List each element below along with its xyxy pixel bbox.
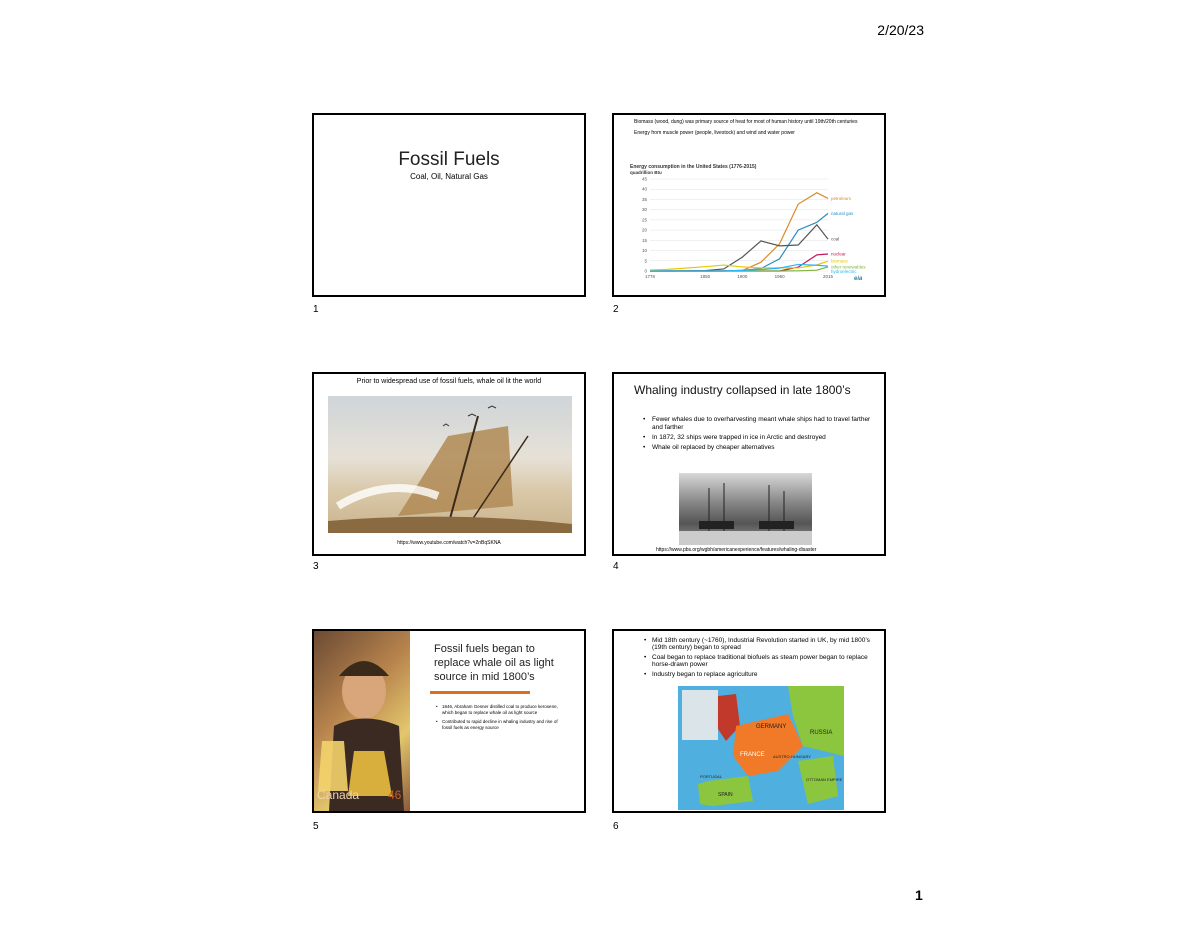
ships-in-ice-image (679, 473, 812, 545)
y-tick-label: 25 (641, 217, 647, 223)
eia-logo: eia (854, 276, 863, 282)
x-tick-label: 1850 (700, 274, 711, 279)
series-label: nuclear (831, 251, 846, 257)
slide-6-bullet-list (644, 637, 874, 681)
y-tick-label: 40 (641, 186, 647, 192)
y-tick-label: 10 (641, 248, 647, 254)
slide-6-number: 6 (613, 821, 619, 832)
series-label: other renewables (831, 264, 866, 270)
whaling-painting-image (328, 396, 572, 533)
accent-divider (430, 691, 530, 694)
slide-1-title: Fossil Fuels (398, 149, 500, 170)
x-tick-label: 1900 (737, 274, 748, 279)
series-label: biomass (831, 258, 848, 264)
list-item: • Mid 18th century (~1760), Industrial Revolution started in UK, by mid 1800’s (19th century) began to spread (644, 637, 874, 651)
industrial-europe-map (678, 686, 844, 810)
slide-2-text-1: Biomass (wood, dung) was primary source of heat for most of human history until 19th/20th centuries (634, 119, 858, 125)
y-tick-label: 5 (644, 258, 647, 264)
series-label: coal (831, 236, 840, 242)
slide-3-heading: Prior to widespread use of fossil fuels, whale oil lit the world (356, 378, 542, 385)
series-label: hydroelectric (831, 268, 857, 274)
slide-4-thumbnail[interactable] (612, 372, 886, 556)
map-label: PORTUGAL (700, 774, 722, 779)
slide-5-title: Fossil fuels began to replace whale oil as light source in mid 1800’s (434, 643, 554, 683)
list-item: • In 1872, 32 ships were trapped in ice in Arctic and destroyed (642, 434, 877, 442)
slide-3-thumbnail[interactable] (312, 372, 586, 556)
list-item: • Fewer whales due to overharvesting meant whale ships had to travel farther and farther (642, 416, 877, 432)
list-item: • Industry began to replace agriculture (644, 671, 874, 678)
slide-5-number: 5 (313, 821, 319, 832)
slide-1-number: 1 (313, 304, 319, 315)
gesner-stamp-image (314, 631, 410, 811)
slide-2-thumbnail[interactable] (612, 113, 886, 297)
slide-1-thumbnail[interactable] (312, 113, 586, 297)
list-item: • Contributed to rapid decline in whaling industry and rise of fossil fuels as energy source (436, 719, 566, 731)
page-number: 1 (915, 887, 923, 903)
chart-ylabel: quadrillion Btu (630, 170, 662, 175)
slide-6-thumbnail[interactable] (612, 629, 886, 813)
stamp-country-text: Canada (317, 788, 360, 802)
y-tick-label: 30 (641, 207, 647, 213)
y-tick-label: 15 (641, 237, 647, 243)
map-label: OTTOMAN EMPIRE (806, 777, 843, 782)
slide-4-title: Whaling industry collapsed in late 1800’s (634, 383, 851, 397)
x-tick-label: 2015 (822, 274, 834, 279)
slide-2-number: 2 (613, 304, 619, 315)
y-tick-label: 45 (641, 176, 647, 182)
slide-5-thumbnail[interactable] (312, 629, 586, 813)
map-label: SPAIN (718, 792, 733, 798)
header-date: 2/20/23 (877, 22, 924, 38)
chart-title: Energy consumption in the United States (1776-2015) (630, 164, 757, 170)
series-label: petroleum (831, 195, 852, 201)
list-item: • Whale oil replaced by cheaper alternatives (642, 444, 877, 452)
map-label: GERMANY (756, 724, 787, 730)
slide-1-subtitle: Coal, Oil, Natural Gas (410, 172, 488, 181)
slide-4-bullet-list (642, 416, 877, 454)
stamp-value-text: 46 (388, 788, 402, 802)
x-tick-label: 1776 (644, 274, 656, 279)
map-label: AUSTRO-HUNGARY (773, 754, 811, 759)
slide-4-number: 4 (613, 561, 619, 572)
map-label: FRANCE (740, 752, 765, 758)
list-item: • 1846, Abraham Gesner distilled coal to produce kerosene, which began to replace whale oil as light source (436, 704, 566, 716)
slide-3-video-link[interactable]: https://www.youtube.com/watch?v=2nBqSKNA (397, 540, 501, 546)
map-label: RUSSIA (810, 730, 833, 736)
y-tick-label: 20 (641, 227, 647, 233)
slide-3-number: 3 (313, 561, 319, 572)
slide-5-bullet-list (436, 704, 566, 734)
x-tick-label: 1950 (774, 274, 785, 279)
series-label: natural gas (831, 210, 854, 216)
energy-line-chart (628, 163, 868, 283)
y-tick-label: 35 (641, 196, 647, 202)
list-item: • Coal began to replace traditional biofuels as steam power began to replace horse-drawn power (644, 654, 874, 668)
y-tick-label: 0 (644, 268, 647, 274)
slide-4-source-link[interactable]: https://www.pbs.org/wgbh/americanexperience/features/whaling-disaster (656, 547, 817, 553)
slide-2-text-2: Energy from muscle power (people, livestock) and wind and water power (634, 130, 795, 136)
